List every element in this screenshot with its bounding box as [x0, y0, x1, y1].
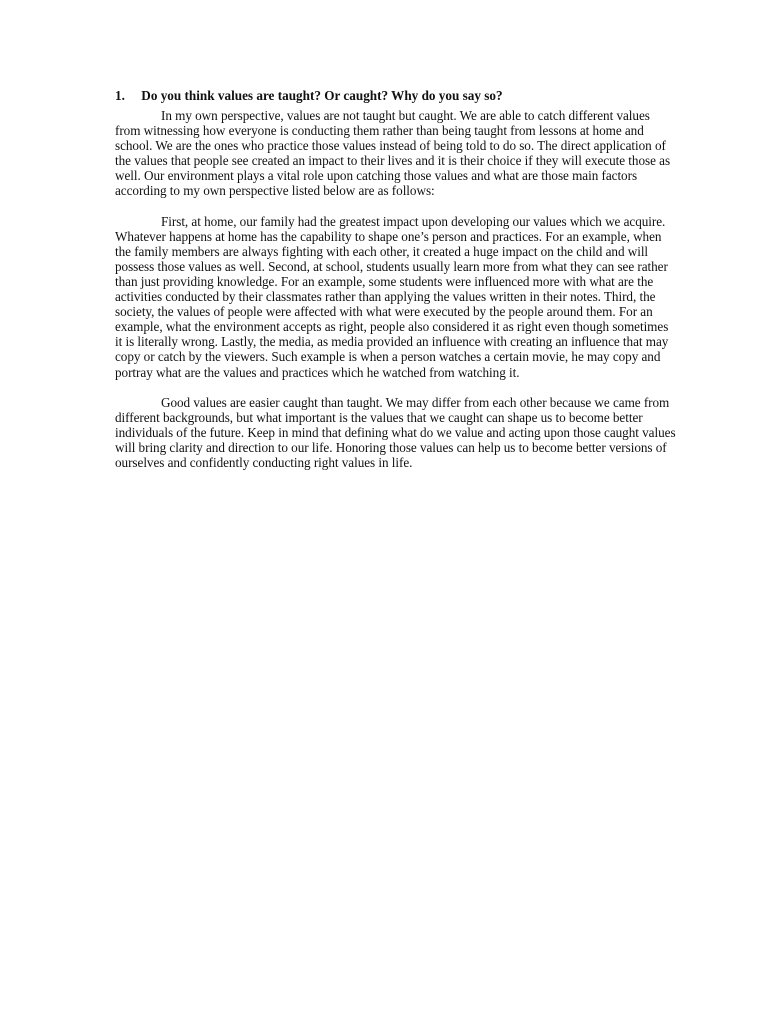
question-number: 1. [115, 88, 125, 103]
paragraph-factors: First, at home, our family had the greatest impact upon developing our values which we acquire. Whatever happens at home has the capability to shape one’s person and practices. For an example, when the family members are always fighting with each other, it created a huge impact on the child and will possess those values as well. Second, at school, students usually learn more from what they can see rather than just providing knowledge. For an example, some students were influenced more with what are the activities conducted by their classmates rather than applying the values written in their notes. Third, the society, the values of people were affected with what were executed by the people around them. For an example, what the environment accepts as right, people also considered it as right even though sometimes it is literally wrong. Lastly, the media, as media provided an influence with creating an influence that may copy or catch by the viewers. Such example is when a person watches a certain movie, he may copy and portray what are the values and practices which he watched from watching it. [115, 213, 669, 380]
paragraph-conclusion: Good values are easier caught than taught. We may differ from each other because we came from different backgrounds, but what important is the values that we caught can shape us to become better individuals of the future. Keep in mind that defining what do we value and acting upon those caught values will bring clarity and direction to our life. Honoring those values can help us to become better versions of ourselves and confidently conducting right values in life. [115, 394, 676, 470]
question-heading [115, 88, 677, 104]
document-content [115, 88, 677, 485]
paragraph-intro: In my own perspective, values are not taught but caught. We are able to catch different values from witnessing how everyone is conducting them rather than being taught from lessons at home and school. We are the ones who practice those values instead of being told to do so. The direct application of the values that people see created an impact to their lives and it is their choice if they will execute those as well. Our environment plays a vital role upon catching those values and what are those main factors according to my own perspective listed below are as follows: [115, 108, 671, 199]
question-text: Do you think values are taught? Or caught? Why do you say so? [141, 88, 503, 103]
